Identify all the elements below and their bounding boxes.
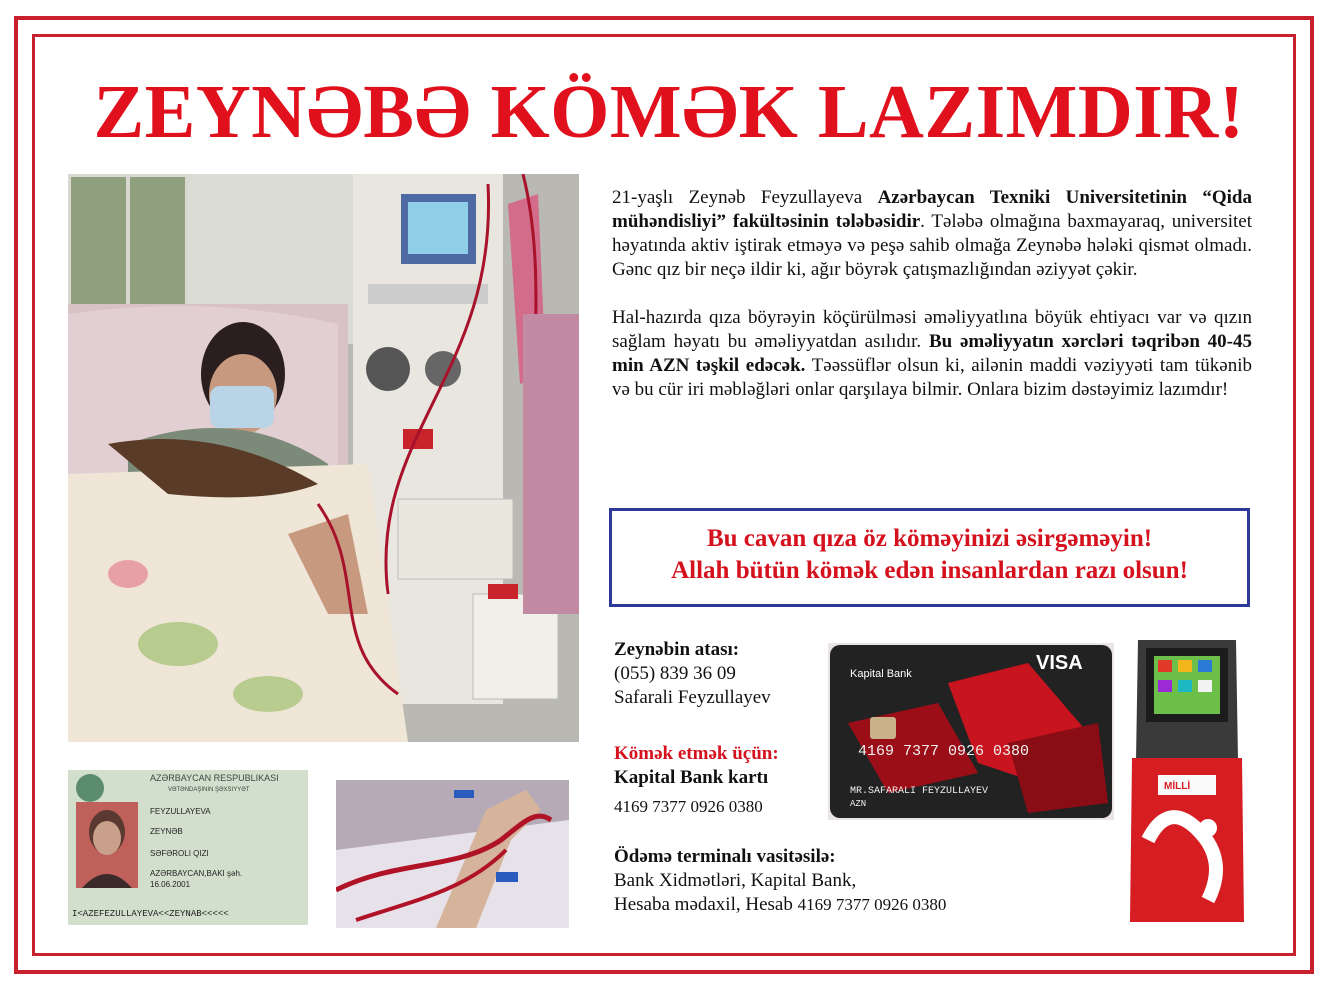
father-contact (614, 638, 771, 710)
card-network-text: VISA (1036, 652, 1083, 674)
payment-terminal-photo (1128, 640, 1246, 922)
story-paragraph-1: 21-yaşlı Zeynəb Feyzullayeva Azərbaycan Texniki Universitetinin “Qida mühəndisliyi” fakültəsinin tələbəsidir. Tələbə olmağına baxmayaraq, universitet həyatında aktiv iştirak etməyə və peşə sahib olmağa Zeynəbə hələki qismət olmadı. Gənc qız bir neçə ildir ki, ağır böyrək çatışmazlığından əziyyət çəkir. (612, 187, 1252, 280)
card-label: Kapital Bank kartı (614, 767, 769, 788)
headline: ZEYNƏBƏ KÖMƏK LAZIMDIR! (93, 70, 1245, 154)
appeal-line-2: Allah bütün kömək edən insanlardan razı olsun! (671, 557, 1188, 584)
id-card-photo (68, 770, 308, 925)
story-text (612, 186, 1252, 426)
card-brand-text: Kapital Bank (850, 668, 912, 680)
kiosk-brand-text: MİLLİ (1164, 781, 1191, 792)
terminal-line-1: Bank Xidmətləri, Kapital Bank, (614, 870, 857, 891)
id-doc-text: VƏTƏNDAŞININ ŞƏXSIYYƏT (168, 787, 250, 793)
id-mrz-text: I<AZEFEZULLAYEVA<<ZEYNAB<<<<< (72, 909, 229, 919)
card-currency-text: AZN (850, 799, 867, 809)
dialysis-photo (68, 174, 579, 742)
id-patronymic-text: SƏFƏROLI QIZI (150, 849, 209, 858)
terminal-label: Ödəmə terminalı vasitəsilə: (614, 846, 836, 867)
terminal-section (614, 845, 946, 917)
father-phone[interactable]: (055) 839 36 09 (614, 663, 736, 684)
father-label: Zeynəbin atası: (614, 639, 740, 660)
bank-card-photo (828, 643, 1114, 820)
arm-dialysis-photo (336, 780, 569, 928)
card-number: 4169 7377 0926 0380 (614, 797, 763, 816)
id-given-text: ZEYNƏB (150, 827, 183, 836)
help-label: Kömək etmək üçün: (614, 743, 779, 764)
terminal-line-2: Hesaba mədaxil, Hesab 4169 7377 0926 0380 (614, 894, 947, 915)
university-highlight: Azərbaycan Texniki Universitetinin “Qida mühəndisliyi” fakültəsinin tələbəsidir (612, 187, 1252, 232)
terminal-account-number: 4169 7377 0926 0380 (797, 895, 947, 914)
father-name: Safarali Feyzullayev (614, 687, 771, 708)
appeal-line-1: Bu cavan qıza öz köməyinizi əsirgəməyin! (706, 525, 1153, 552)
help-section (614, 742, 779, 819)
story-paragraph-2: Hal-hazırda qıza böyrəyin köçürülməsi əməliyyatlına böyük ehtiyacı var və qızın sağlam həyatı bu əməliyyatdan asılıdır. Bu əməliyyatın xərcləri təqribən 40-45 min AZN təşkil edəcək. Təəssüflər olsun ki, ailənin maddi vəziyyəti tam tükənib və bu cür iri məbləğləri onlar qarşılaya bilmir. Onlara bizim dəstəyimiz lazımdır! (612, 307, 1253, 400)
id-birthplace-text: AZƏRBAYCAN,BAKI şəh. (150, 869, 243, 878)
id-surname-text: FEYZULLAYEVA (150, 807, 211, 816)
card-holder-text: MR.SAFARALI FEYZULLAYEV (850, 786, 989, 797)
card-number-text: 4169 7377 0926 0380 (858, 743, 1030, 760)
cost-highlight: Bu əməliyyatın xərcləri təqribən 40-45 min AZN təşkil edəcək. (612, 331, 1253, 376)
id-country-text: AZƏRBAYCAN RESPUBLIKASI (150, 773, 279, 783)
appeal-box (609, 508, 1250, 607)
id-birthdate-text: 16.06.2001 (150, 880, 191, 889)
